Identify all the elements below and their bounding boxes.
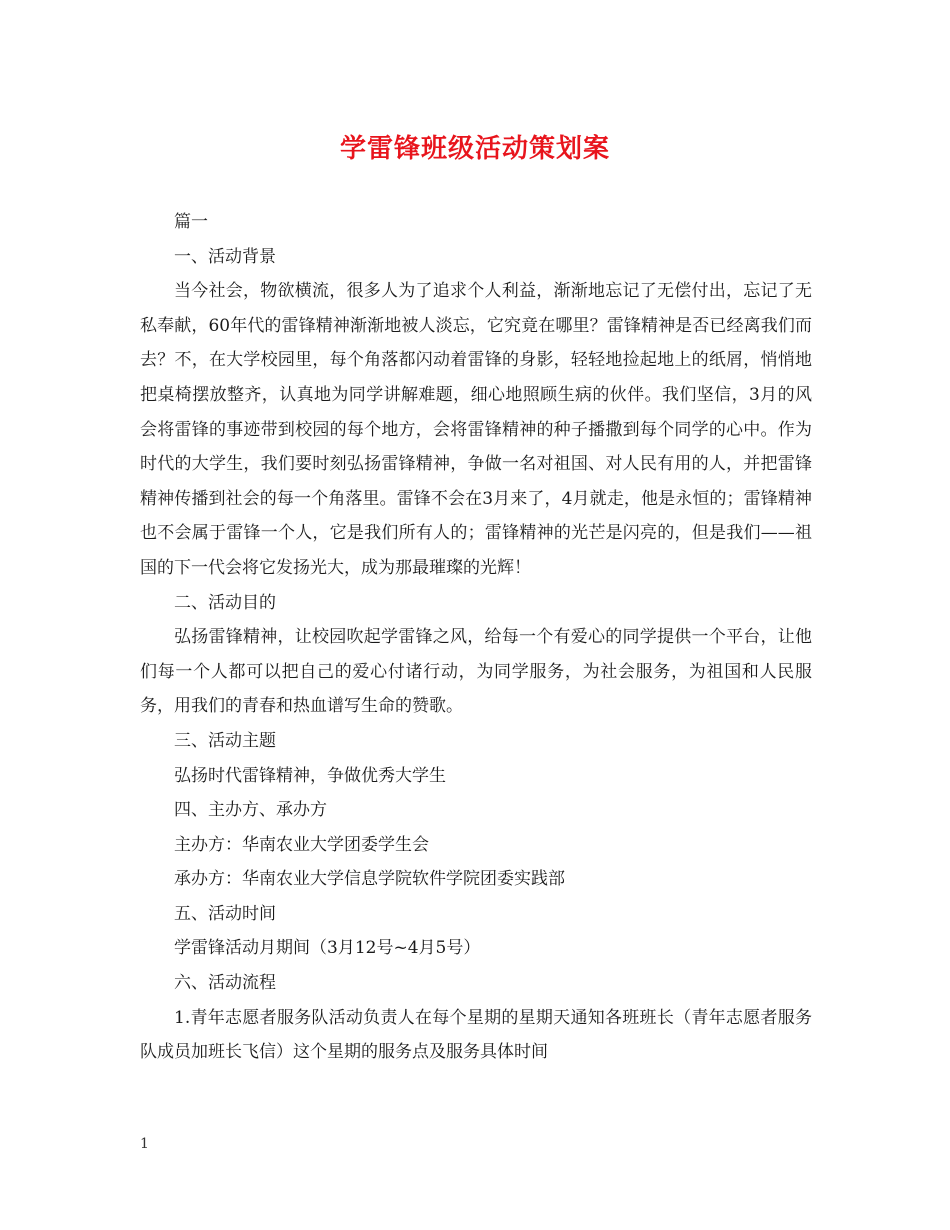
body-paragraph: 主办方：华南农业大学团委学生会: [174, 834, 429, 855]
body-paragraph: 1.青年志愿者服务队活动负责人在每个星期的星期天通知各班班长（青年志愿者服务队成员加班长飞信）这个星期的服务点及服务具体时间: [140, 1007, 812, 1063]
section-heading: 二、活动目的: [174, 592, 276, 613]
document-body: [140, 205, 812, 1070]
body-paragraph: 弘扬雷锋精神，让校园吹起学雷锋之风，给每一个有爱心的同学提供一个平台，让他们每一个人都可以把自己的爱心付诸行动，为同学服务，为社会服务，为祖国和人民服务，用我们的青春和热血谱写生命的赞歌。: [140, 627, 812, 717]
page-number: 1: [140, 1136, 149, 1152]
section-heading: 一、活动背景: [174, 246, 276, 267]
body-paragraph: 承办方：华南农业大学信息学院软件学院团委实践部: [174, 869, 565, 890]
section-heading: 三、活动主题: [174, 730, 276, 751]
body-paragraph: 学雷锋活动月期间（3月12号~4月5号）: [174, 938, 481, 959]
section-label: 篇一: [174, 212, 208, 232]
section-heading: 六、活动流程: [174, 973, 276, 994]
section-heading: 四、主办方、承办方: [174, 800, 327, 821]
document-title: 学雷锋班级活动策划案: [339, 134, 610, 164]
body-paragraph: 当今社会，物欲横流，很多人为了追求个人利益，渐渐地忘记了无偿付出，忘记了无私奉献，60年代的雷锋精神渐渐地被人淡忘，它究竟在哪里？雷锋精神是否已经离我们而去？不，在大学校园里，每个角落都闪动着雷锋的身影，轻轻地捡起地上的纸屑，悄悄地把桌椅摆放整齐，认真地为同学讲解难题，细心地照顾生病的伙伴。我们坚信，3月的风会将雷锋的事迹带到校园的每个地方，会将雷锋精神的种子播撒到每个同学的心中。作为时代的大学生，我们要时刻弘扬雷锋精神，争做一名对祖国、对人民有用的人，并把雷锋精神传播到社会的每一个角落里。雷锋不会在3月来了，4月就走，他是永恒的；雷锋精神也不会属于雷锋一个人，它是我们所有人的；雷锋精神的光芒是闪亮的，但是我们——祖国的下一代会将它发扬光大，成为那最璀璨的光辉！: [140, 281, 812, 578]
section-heading: 五、活动时间: [174, 903, 276, 924]
body-paragraph: 弘扬时代雷锋精神，争做优秀大学生: [174, 765, 446, 786]
